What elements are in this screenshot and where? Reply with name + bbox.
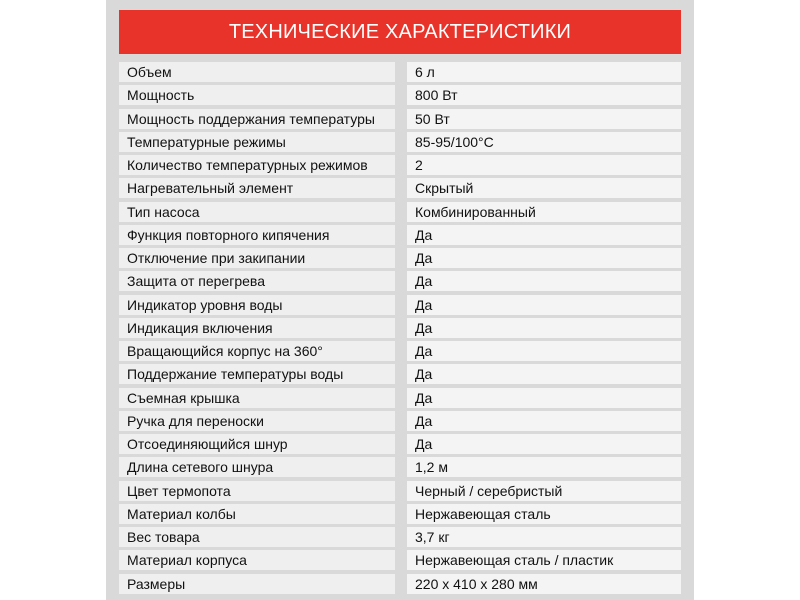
spec-row [119, 434, 681, 454]
spec-value: 800 Вт [407, 85, 681, 105]
spec-row [119, 132, 681, 152]
spec-value: 85-95/100°C [407, 132, 681, 152]
spec-label: Съемная крышка [119, 388, 395, 408]
spec-sheet [106, 0, 694, 600]
spec-row [119, 295, 681, 315]
spec-row [119, 155, 681, 175]
spec-row [119, 341, 681, 361]
spec-value: Да [407, 318, 681, 338]
spec-label: Количество температурных режимов [119, 155, 395, 175]
spec-value: Да [407, 388, 681, 408]
spec-label: Материал корпуса [119, 550, 395, 570]
spec-label: Температурные режимы [119, 132, 395, 152]
spec-row [119, 388, 681, 408]
spec-label: Материал колбы [119, 504, 395, 524]
spec-value: Да [407, 271, 681, 291]
spec-row [119, 248, 681, 268]
spec-label: Вес товара [119, 527, 395, 547]
spec-row [119, 527, 681, 547]
spec-value: Да [407, 411, 681, 431]
spec-label: Защита от перегрева [119, 271, 395, 291]
spec-value: Комбинированный [407, 202, 681, 222]
spec-value: Да [407, 295, 681, 315]
spec-label: Мощность поддержания температуры [119, 109, 395, 129]
spec-label: Мощность [119, 85, 395, 105]
spec-row [119, 202, 681, 222]
spec-label: Индикация включения [119, 318, 395, 338]
spec-row [119, 504, 681, 524]
spec-value: Нержавеющая сталь / пластик [407, 550, 681, 570]
spec-value: Да [407, 341, 681, 361]
spec-row [119, 550, 681, 570]
spec-value: 220 х 410 х 280 мм [407, 574, 681, 594]
spec-value: Нержавеющая сталь [407, 504, 681, 524]
spec-label: Ручка для переноски [119, 411, 395, 431]
spec-row [119, 85, 681, 105]
spec-value: Да [407, 225, 681, 245]
spec-row [119, 109, 681, 129]
spec-label: Отсоединяющийся шнур [119, 434, 395, 454]
spec-label: Цвет термопота [119, 481, 395, 501]
spec-row [119, 271, 681, 291]
spec-row [119, 225, 681, 245]
spec-value: Да [407, 364, 681, 384]
spec-value: 6 л [407, 62, 681, 82]
spec-row [119, 178, 681, 198]
spec-value: Скрытый [407, 178, 681, 198]
spec-value: Черный / серебристый [407, 481, 681, 501]
spec-row [119, 364, 681, 384]
spec-value: 2 [407, 155, 681, 175]
spec-row [119, 411, 681, 431]
spec-sheet-title: ТЕХНИЧЕСКИЕ ХАРАКТЕРИСТИКИ [228, 20, 572, 43]
spec-value: 50 Вт [407, 109, 681, 129]
spec-value: Да [407, 434, 681, 454]
spec-label: Индикатор уровня воды [119, 295, 395, 315]
spec-value: 3,7 кг [407, 527, 681, 547]
spec-row [119, 62, 681, 82]
spec-label: Нагревательный элемент [119, 178, 395, 198]
spec-row [119, 318, 681, 338]
spec-label: Поддержание температуры воды [119, 364, 395, 384]
spec-label: Длина сетевого шнура [119, 457, 395, 477]
spec-value: Да [407, 248, 681, 268]
spec-sheet-header [119, 10, 681, 54]
spec-table [119, 62, 681, 597]
spec-label: Отключение при закипании [119, 248, 395, 268]
spec-label: Тип насоса [119, 202, 395, 222]
spec-row [119, 574, 681, 594]
spec-label: Объем [119, 62, 395, 82]
spec-row [119, 457, 681, 477]
spec-row [119, 481, 681, 501]
spec-value: 1,2 м [407, 457, 681, 477]
spec-label: Размеры [119, 574, 395, 594]
spec-label: Функция повторного кипячения [119, 225, 395, 245]
spec-label: Вращающийся корпус на 360° [119, 341, 395, 361]
